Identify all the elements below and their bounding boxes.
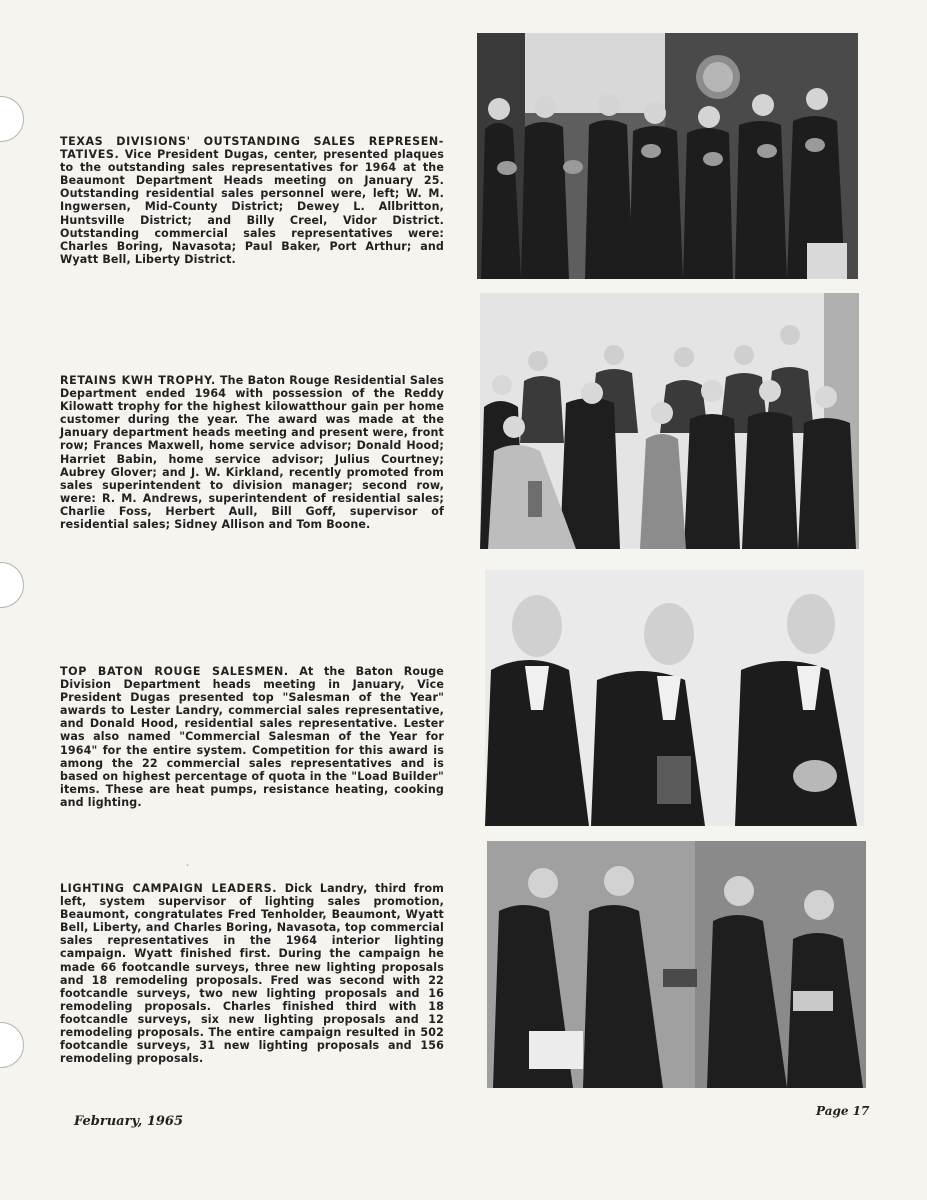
footer-date: February, 1965 [74,1114,183,1129]
article-body: The Baton Rouge Residential Sales Department ended 1964 with possession of the Reddy Kilowatt trophy for the highest kilowatthour gain per home customer during the year. The award was made at the January department heads meeting and present were, front row; Frances Maxwell, home service advisor; Donald Hood; Harriet Babin, home service advisor; Julius Courtney; Aubrey Glover; and J. W. Kirkland, recently promoted from sales superintendent to division manager; second row, were: R. M. Andrews, superintendent of residential sales; Charlie Foss, Herbert Aull, Bill Goff, supervisor of residential sales; Sidney Allison and Tom Boone. [60,374,444,532]
punch-hole [0,1022,24,1068]
photo-kwh-trophy-group [480,293,859,549]
article-body: Dick Landry, third from left, system supervisor of lighting sales promotion, Beaumont, congratulates Fred Tenholder, Beaumont, Wyatt Bell, Liberty, and Charles Boring, Navasota, top commercial sales representatives in the 1964 interior lighting campaign. Wyatt finished first. During the campaign he made 66 footcandle surveys, three new lighting proposals and 18 remodeling proposals. Fred was second with 22 footcandle surveys, two new lighting proposals and 16 remodeling proposals. Charles finished third with 18 footcandle surveys, six new lighting proposals and 12 remodeling proposals. The entire campaign resulted in 502 footcandle surveys, 31 new lighting proposals and 156 remodeling proposals. [60,882,444,1066]
photo-lighting-campaign-leaders [487,841,866,1088]
article-caption [60,135,444,266]
article-body: At the Baton Rouge Division Department heads meeting in January, Vice President Dugas presented top "Salesman of the Year" awards to Lester Landry, commercial sales representative, and Donald Hood, residential sales representative. Lester was also named "Commercial Salesman of the Year for 1964" for the entire system. Competition for this award is among the 22 commercial sales representatives and is based on highest percentage of quota in the "Load Builder" items. These are heat pumps, resistance heating, cooking and lighting. [60,665,444,809]
article-caption [60,374,444,531]
article-caption [60,665,444,809]
punch-hole [0,562,24,608]
article-headline: LIGHTING CAMPAIGN LEADERS. [60,882,278,895]
punch-hole [0,96,24,142]
article-headline: TOP BATON ROUGE SALESMEN. [60,665,289,678]
article-headline: TEXAS DIVISIONS' OUTSTANDING SALES REPRESEN-TATIVES. [60,135,444,162]
article-caption [60,882,444,1065]
article-headline: RETAINS KWH TROPHY. [60,374,216,387]
photo-sales-representatives [477,33,858,279]
photo-top-salesmen [485,570,864,826]
footer-page-number: Page 17 [816,1104,870,1118]
stray-mark: ˎ [186,857,190,866]
article-body: Vice President Dugas, center, presented plaques to the outstanding sales representatives for 1964 at the Beaumont Department Heads meeting on January 25. Outstanding residential sales personnel were, left; W. M. Ingwersen, Mid-County District; Dewey L. Allbritton, Huntsville District; and Billy Creel, Vidor District. Outstanding commercial sales representatives were: Charles Boring, Navasota; Paul Baker, Port Arthur; and Wyatt Bell, Liberty District. [60,148,444,266]
